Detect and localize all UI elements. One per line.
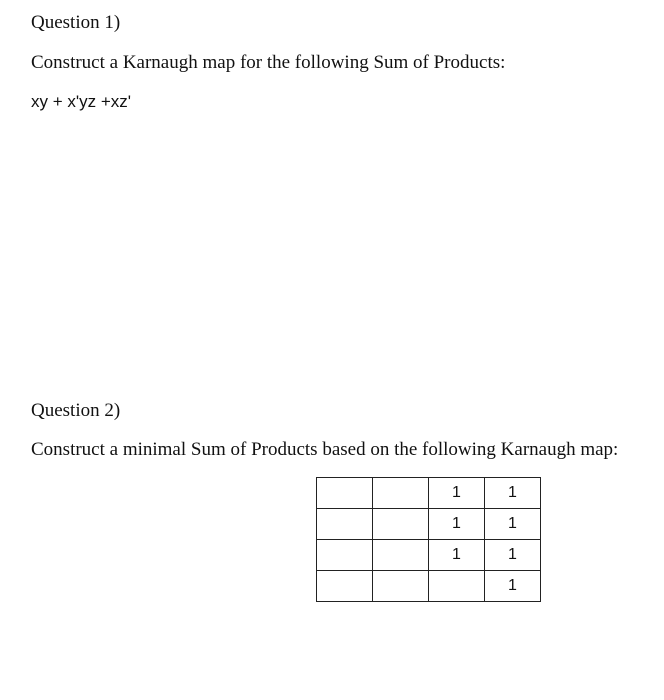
kmap-cell: [317, 571, 373, 602]
kmap-cell: 1: [485, 540, 541, 571]
question-2-instruction: Construct a minimal Sum of Products based on the following Karnaugh map:: [31, 439, 619, 460]
kmap-row: [317, 509, 541, 540]
kmap-cell: 1: [485, 478, 541, 509]
kmap-cell: [373, 509, 429, 540]
kmap-cell: [317, 509, 373, 540]
question-1-heading: Question 1): [31, 12, 121, 33]
question-1-instruction: Construct a Karnaugh map for the following Sum of Products:: [31, 52, 506, 73]
question-2-heading: Question 2): [31, 400, 121, 421]
kmap-cell: [317, 540, 373, 571]
kmap-cell: 1: [429, 540, 485, 571]
kmap-cell: 1: [429, 478, 485, 509]
karnaugh-map-table: [316, 477, 541, 602]
kmap-cell: [373, 478, 429, 509]
kmap-cell: [317, 478, 373, 509]
kmap-row: [317, 478, 541, 509]
kmap-row: [317, 540, 541, 571]
kmap-cell: 1: [485, 571, 541, 602]
kmap-cell: [429, 571, 485, 602]
kmap-cell: 1: [429, 509, 485, 540]
kmap-row: [317, 571, 541, 602]
kmap-cell: 1: [485, 509, 541, 540]
kmap-cell: [373, 571, 429, 602]
kmap-cell: [373, 540, 429, 571]
sum-of-products-expression: xy + x'yz +xz': [31, 92, 132, 111]
